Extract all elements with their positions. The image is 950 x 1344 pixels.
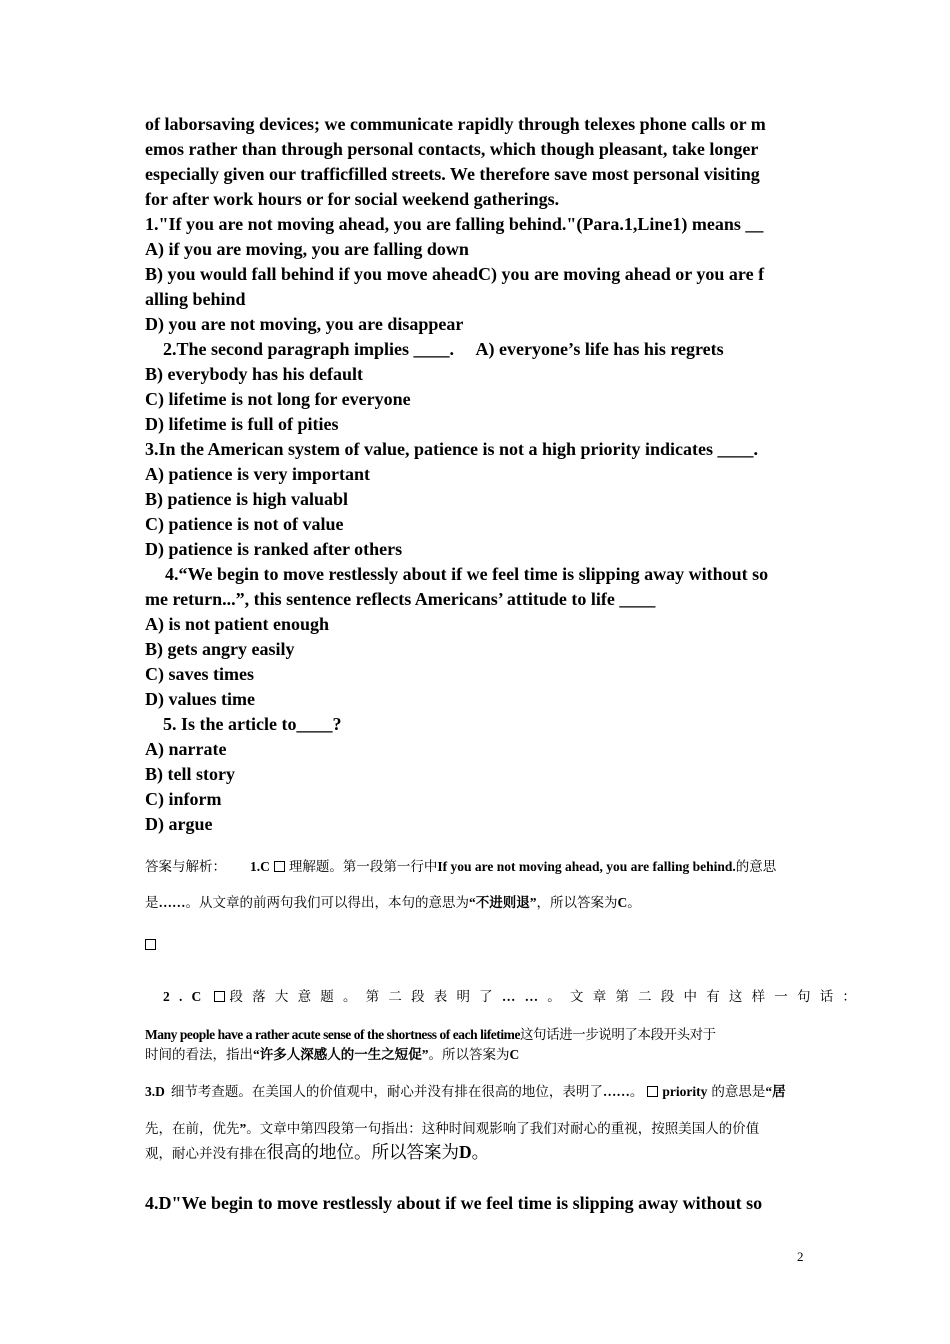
answer-1-line-2 <box>145 893 815 913</box>
answer-2-line-3 <box>145 1045 815 1065</box>
standalone-box <box>145 937 815 957</box>
page-number: 2 <box>797 1249 804 1264</box>
answer-1-text-2: 的意思 <box>735 859 777 874</box>
question-4-option-b: B) gets angry easily <box>145 639 295 659</box>
question-4-stem-cont: me return...”, this sentence reflects Americans’ attitude to life ____ <box>145 589 656 609</box>
question-3-option-c: C) patience is not of value <box>145 514 344 534</box>
answer-3-word: priority <box>662 1084 708 1099</box>
answer-3-line-3-b: 很高的地位。所以答案为 <box>266 1142 459 1162</box>
question-3-option-d: D) patience is ranked after others <box>145 539 403 559</box>
answer-1-line-2-b: 。从文章的前两句我们可以得出，本句的意思为 <box>185 895 469 910</box>
answer-2-number: 2.C <box>163 989 211 1004</box>
answer-3-line-1 <box>145 1082 815 1102</box>
question-5-option-a: A) narrate <box>145 739 227 759</box>
answer-3-line-2 <box>145 1119 815 1139</box>
answer-3-number: 3.D <box>145 1084 165 1099</box>
answer-1-line-1 <box>145 857 815 877</box>
question-4-stem: 4.“We begin to move restlessly about if we feel time is slipping away without so <box>165 564 769 584</box>
question-4-option-c: C) saves times <box>145 664 254 684</box>
answer-2-quote-cn: “许多人深感人的一生之短促” <box>253 1047 429 1062</box>
answer-1-line-2-end: 。 <box>627 895 641 910</box>
question-4-option-d: D) values time <box>145 689 255 709</box>
ellipsis: …… <box>602 1084 630 1099</box>
question-1-option-a: A) if you are moving, you are falling down <box>145 239 469 259</box>
question-4-option-a: A) is not patient enough <box>145 614 330 634</box>
answer-4-line-1: 4.D"We begin to move restlessly about if we feel time is slipping away without so <box>145 1193 763 1213</box>
question-3-stem: 3.In the American system of value, patience is not a high priority indicates ____. <box>145 439 758 459</box>
question-5-option-b: B) tell story <box>145 764 235 784</box>
passage-line: emos rather than through personal contacts, which though pleasant, take longer <box>145 139 759 159</box>
answer-3-line-3 <box>145 1141 815 1165</box>
answer-2-text: 段落大意题。第二段表明了 <box>229 989 502 1004</box>
question-3-option-a: A) patience is very important <box>145 464 370 484</box>
answer-1-line-2-c: ，所以答案为 <box>536 895 618 910</box>
question-5-stem: 5. Is the article to____? <box>163 714 342 734</box>
passage-line: of laborsaving devices; we communicate rapidly through telexes phone calls or m <box>145 114 766 134</box>
answer-heading: 答案与解析： <box>145 859 226 874</box>
answer-2-letter: C <box>509 1047 520 1062</box>
checkbox-glyph-icon <box>647 1086 658 1097</box>
answer-3-letter: D <box>459 1142 472 1162</box>
answer-2-line-1 <box>145 987 866 1007</box>
answer-1-letter: C <box>617 895 628 910</box>
checkbox-glyph-icon <box>145 939 156 950</box>
answer-3-line-3-end: 。 <box>471 1142 490 1162</box>
answer-3-line-2-a: 先，在前，优先 <box>145 1121 240 1136</box>
question-1-option-d: D) you are not moving, you are disappear <box>145 314 464 334</box>
ellipsis: …… <box>158 895 186 910</box>
question-1-stem: 1."If you are not moving ahead, you are falling behind."(Para.1,Line1) means __ <box>145 214 764 234</box>
question-2-option-c: C) lifetime is not long for everyone <box>145 389 411 409</box>
answer-2-text-2: 。文章第二段中有这样一句话： <box>547 989 866 1004</box>
answer-3-quote-open: “居 <box>765 1084 786 1099</box>
answer-3-line-2-b: 。文章中第四段第一句指出：这种时间观影响了我们对耐心的重视，按照美国人的价值 <box>246 1121 760 1136</box>
answer-3-text-3: 的意思是 <box>711 1084 766 1099</box>
passage-line: for after work hours or for social weekend gatherings. <box>145 189 560 209</box>
checkbox-glyph-icon <box>274 861 285 872</box>
question-2-option-d: D) lifetime is full of pities <box>145 414 339 434</box>
answer-2-line-3-a: 时间的看法，指出 <box>145 1047 253 1062</box>
answer-1-line-2-a: 是 <box>145 895 159 910</box>
question-1-option-b-cont: alling behind <box>145 289 246 309</box>
question-5-option-d: D) argue <box>145 814 213 834</box>
answer-1-quote-cn: “不进则退” <box>469 895 537 910</box>
question-3-option-b: B) patience is high valuabl <box>145 489 349 509</box>
answer-3-text: 细节考查题。在美国人的价值观中，耐心并没有排在很高的地位，表明了 <box>170 1084 603 1099</box>
checkbox-glyph-icon <box>214 991 225 1002</box>
question-5-option-c: C) inform <box>145 789 222 809</box>
answer-1-quote: If you are not moving ahead, you are falling behind. <box>437 859 736 874</box>
answer-1-number: 1.C <box>250 859 270 874</box>
answer-3-text-2: 。 <box>629 1084 644 1099</box>
answer-3-quote-close: ” <box>239 1121 247 1136</box>
answer-1-text: 理解题。第一段第一行中 <box>288 859 438 874</box>
answer-3-line-3-a: 观，耐心并没有排在 <box>145 1146 267 1161</box>
answer-2-quote: Many people have a rather acute sense of the shortness of each lifetime <box>145 1027 520 1042</box>
answer-2-line-3-b: 。所以答案为 <box>428 1047 510 1062</box>
question-2-stem: 2.The second paragraph implies ____. A) everyone’s life has his regrets <box>163 339 724 359</box>
passage-line: especially given our trafficfilled streets. We therefore save most personal visiting <box>145 164 760 184</box>
question-1-option-b: B) you would fall behind if you move aheadC) you are moving ahead or you are f <box>145 264 765 284</box>
question-2-option-b: B) everybody has his default <box>145 364 364 384</box>
document-page <box>145 112 866 1216</box>
answer-2-text-3: 这句话进一步说明了本段开头对于 <box>519 1027 716 1042</box>
answer-2-line-2 <box>145 1025 815 1045</box>
ellipsis: …… <box>501 989 548 1004</box>
